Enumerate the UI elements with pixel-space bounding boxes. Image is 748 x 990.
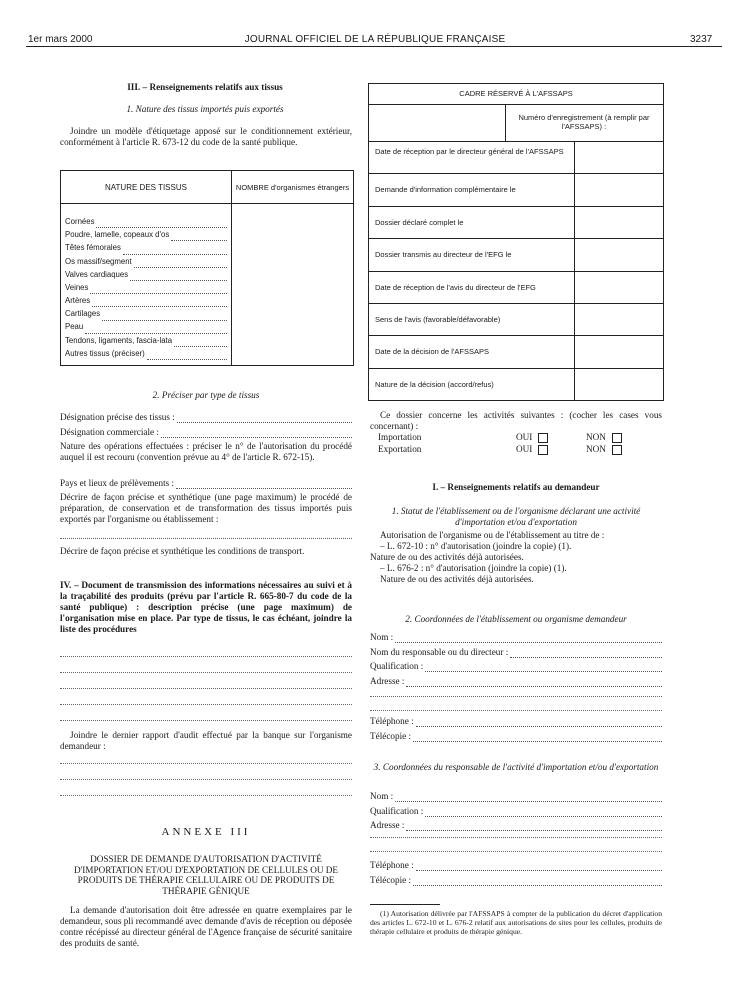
tissue-row <box>65 255 227 268</box>
tissue-row <box>65 294 227 307</box>
tissue-row-input[interactable] <box>174 336 227 347</box>
audit-line-1[interactable] <box>60 762 352 764</box>
coord-field <box>370 647 662 658</box>
tissue-row <box>65 268 227 281</box>
tissue-row-label: Cornées <box>65 216 95 226</box>
section4-line-2[interactable] <box>60 671 352 673</box>
tissue-row-input[interactable] <box>90 283 227 294</box>
section3-title: III. – Renseignements relatifs aux tissus <box>127 82 283 92</box>
tissue-row-label: Valves cardiaques <box>65 269 129 279</box>
tissue-row <box>65 228 227 241</box>
exportation-non-checkbox[interactable] <box>612 445 622 455</box>
tissue-row-input[interactable] <box>171 230 227 241</box>
audit-line-3[interactable] <box>60 794 352 796</box>
numero-divider <box>505 105 506 141</box>
afssaps-row <box>369 238 663 271</box>
coord3-field <box>370 820 662 831</box>
afssaps-row-label: Date de la décision de l'AFSSAPS <box>375 347 489 357</box>
statut-title: 1. Statut de l'établissement ou de l'organisme déclarant une activité d'importation et/ou d'exportation <box>391 506 641 527</box>
commerciale-input[interactable] <box>161 429 352 438</box>
tissue-row-label: Poudre, lamelle, copeaux d'os <box>65 230 170 240</box>
afssaps-row <box>369 303 663 336</box>
coord3-field-input[interactable] <box>406 822 662 831</box>
afssaps-row <box>369 173 663 206</box>
coord-field <box>370 676 662 687</box>
coord-field <box>370 661 662 672</box>
coord3-adresse-line-2[interactable] <box>370 836 662 838</box>
dossier-text: La demande d'autorisation doit être adressée en quatre exemplaires par le demandeur, sous pli recommandé avec demande d'avis de réception ou déposée contre récépissé au directeur général de l'Agence française de sécurité sanitaire des produits de santé. <box>60 905 352 948</box>
coord-field-input[interactable] <box>406 678 662 687</box>
afssaps-row <box>369 271 663 304</box>
coord3-telecopie: Télécopie : <box>370 875 662 886</box>
field-telephone: Téléphone : <box>370 716 662 727</box>
afssaps-row <box>369 206 663 239</box>
coord3-field <box>370 806 662 817</box>
coord3-telecopie-input[interactable] <box>413 877 662 886</box>
afssaps-row-label: Date de réception de l'avis du directeur de l'EFG <box>375 282 536 292</box>
importation-oui: OUI <box>516 432 548 443</box>
l676-text: – L. 676-2 : n° d'autorisation (joindre la copie) (1). <box>380 563 567 573</box>
section4-line-4[interactable] <box>60 703 352 705</box>
exportation-oui: OUI <box>516 444 548 455</box>
nature-ops: Nature des opérations effectuées : préciser le n° de l'autorisation du procédé auquel il est recouru (convention prévue au 4° de l'article R. 672-15). <box>60 441 352 462</box>
decrire1-line[interactable] <box>60 537 352 539</box>
coord-title: 2. Coordonnées de l'établissement ou organisme demandeur <box>405 614 627 624</box>
tissue-table-divider <box>231 203 232 365</box>
tissue-row-input[interactable] <box>134 257 227 268</box>
afssaps-row <box>369 335 663 368</box>
sub2-title: 2. Préciser par type de tissus <box>152 390 260 400</box>
section4-line-5[interactable] <box>60 719 352 721</box>
importation-non: NON <box>586 432 622 443</box>
telecopie-input[interactable] <box>413 733 662 742</box>
tissue-row-label: Autres tissus (préciser) <box>65 348 145 358</box>
field-pays: Pays et lieux de prélèvements : <box>60 478 352 489</box>
afssaps-row-value[interactable] <box>575 238 663 270</box>
afssaps-row <box>369 368 663 400</box>
coord-field-label: Adresse : <box>370 675 405 686</box>
importation-non-checkbox[interactable] <box>612 433 622 443</box>
afssaps-row <box>369 141 663 174</box>
telephone-input[interactable] <box>416 718 662 727</box>
section4: IV. – Document de transmission des informations nécessaires au suivi et à la traçabilité des produits (prévu par l'article R. 665-80-7 du code de la santé publique) : description précise (une page maximum) de l'organisation mise en place. Par type de tissus, le cas échéant, joindre la liste des procédures <box>60 580 352 634</box>
afssaps-row-label: Nature de la décision (accord/refus) <box>375 379 494 389</box>
tissue-row-label: Veines <box>65 282 89 292</box>
tissue-table <box>60 170 354 366</box>
tissue-row-input[interactable] <box>92 296 227 307</box>
header-page: 3237 <box>690 34 713 45</box>
pays-input[interactable] <box>176 480 352 489</box>
decrire1: Décrire de façon précise et synthétique (une page maximum) le procédé de préparation, de conservation et de transformation des tissus importés puis exportés par l'organisme ou établissement : <box>60 492 352 524</box>
header-rule <box>26 46 722 47</box>
coord3-adresse-line-3[interactable] <box>370 850 662 852</box>
coord-field <box>370 632 662 643</box>
numero-label: Numéro d'enregistrement (à remplir par l'AFSSAPS) : <box>518 113 650 131</box>
tissue-list <box>65 215 227 360</box>
tissue-row <box>65 347 227 360</box>
tissue-row-input[interactable] <box>96 217 227 228</box>
coord-field-input[interactable] <box>510 649 662 658</box>
section1-title: I. – Renseignements relatifs au demandeur <box>432 482 600 492</box>
audit-line-2[interactable] <box>60 778 352 780</box>
tissue-row <box>65 241 227 254</box>
sub1-text: Joindre un modèle d'étiquetage apposé sur le conditionnement extérieur, conformément à l'article R. 673-12 du code de la santé publique. <box>60 126 352 147</box>
adresse-line-3[interactable] <box>370 709 662 711</box>
afssaps-row-value[interactable] <box>575 206 663 238</box>
afssaps-row-label: Demande d'information complémentaire le <box>375 185 516 195</box>
coord3-telephone-input[interactable] <box>416 862 662 871</box>
importation-oui-checkbox[interactable] <box>538 433 548 443</box>
afssaps-row-value[interactable] <box>575 141 663 173</box>
tissue-row-label: Os massif/segment <box>65 256 132 266</box>
tissue-row <box>65 307 227 320</box>
dossier-title: DOSSIER DE DEMANDE D'AUTORISATION D'ACTIVITÉ D'IMPORTATION ET/OU D'EXPORTATION DE CELLULES OU DE PRODUITS DE THÉRAPIE CELLULAIRE OU DE PRODUITS DE THÉRAPIE GÉNIQUE <box>73 854 339 896</box>
field-designation: Désignation précise des tissus : <box>60 412 352 423</box>
afssaps-row-label: Date de réception par le directeur général de l'AFSSAPS <box>375 147 564 156</box>
tissue-row-label: Artères <box>65 296 91 306</box>
afssaps-box <box>368 83 664 401</box>
coord-field-input[interactable] <box>425 663 662 672</box>
designation-input[interactable] <box>177 414 352 423</box>
sub1-title: 1. Nature des tissus importés puis exportés <box>126 104 284 114</box>
tissue-row-label: Tendons, ligaments, fascia-lata <box>65 335 173 345</box>
coord-field-label: Nom du responsable ou du directeur : <box>370 646 509 657</box>
coord-field-label: Nom : <box>370 632 394 642</box>
afssaps-numero-row <box>369 105 663 142</box>
tissue-row <box>65 215 227 228</box>
header-date: 1er mars 2000 <box>28 34 93 45</box>
decrire2: Décrire de façon précise et synthétique les conditions de transport. <box>60 546 305 556</box>
coord3-field-label: Nom : <box>370 791 394 801</box>
concerne-text: Ce dossier concerne les activités suivantes : (cocher les cases vous concernant) : <box>370 410 662 431</box>
afssaps-row-value[interactable] <box>575 335 663 367</box>
tissue-row <box>65 321 227 334</box>
annexe-title: ANNEXE III <box>161 826 251 838</box>
header-journal: JOURNAL OFFICIEL DE LA RÉPUBLIQUE FRANÇAISE <box>244 34 506 45</box>
exportation-oui-checkbox[interactable] <box>538 445 548 455</box>
footnote: (1) Autorisation délivrée par l'AFSSAPS à compter de la publication du décret d'application des articles L. 672-10 et L. 676-2 relatif aux autorisations de sites pour les cellules, produits de thérapie cellulaire et produits de thérapie génique. <box>370 909 662 936</box>
section4-line-1[interactable] <box>60 655 352 657</box>
importation-label: Importation <box>378 432 422 442</box>
footnote-rule <box>370 904 440 905</box>
coord3-field-label: Adresse : <box>370 820 405 830</box>
afssaps-row-value[interactable] <box>575 303 663 335</box>
coord-field-input[interactable] <box>395 634 662 643</box>
tissue-row <box>65 281 227 294</box>
exportation-non: NON <box>586 444 622 455</box>
field-commerciale: Désignation commerciale : <box>60 427 352 438</box>
coord3-field-input[interactable] <box>425 808 662 817</box>
coord3-field-input[interactable] <box>395 793 662 802</box>
coord3-field-label: Qualification : <box>370 805 424 816</box>
adresse-line-2[interactable] <box>370 695 662 697</box>
afssaps-row-label: Dossier déclaré complet le <box>375 217 464 227</box>
exportation-label: Exportation <box>378 444 422 454</box>
tissue-row <box>65 334 227 347</box>
tissue-table-col2: NOMBRE d'organismes étrangers <box>232 171 353 204</box>
tissue-row-label: Peau <box>65 322 84 332</box>
statut-text: Autorisation de l'organisme ou de l'établissement au titre de : <box>380 530 605 540</box>
tissue-row-input[interactable] <box>147 349 227 360</box>
afssaps-box-title: CADRE RÉSERVÉ À L'AFSSAPS <box>369 84 663 105</box>
nature1-text: Nature de ou des activités déjà autorisées. <box>370 552 524 562</box>
coord3-field <box>370 791 662 802</box>
afssaps-row-label: Dossier transmis au directeur de l'EFG le <box>375 250 512 260</box>
afssaps-row-value[interactable] <box>575 173 663 205</box>
tissue-table-col1: NATURE DES TISSUS <box>61 171 232 204</box>
coord-field-label: Qualification : <box>370 661 424 671</box>
afssaps-row-value[interactable] <box>575 271 663 303</box>
tissue-row-label: Cartilages <box>65 309 101 319</box>
afssaps-row-value[interactable] <box>575 368 663 400</box>
l672-text: – L. 672-10 : n° d'autorisation (joindre la copie) (1). <box>380 541 572 551</box>
coord3-telephone: Téléphone : <box>370 860 662 871</box>
audit-text: Joindre le dernier rapport d'audit effectué par la banque sur l'organisme demandeur : <box>60 730 352 751</box>
tissue-row-input[interactable] <box>85 323 227 334</box>
tissue-row-input[interactable] <box>123 244 227 255</box>
afssaps-row-label: Sens de l'avis (favorable/défavorable) <box>375 315 501 324</box>
tissue-row-label: Têtes fémorales <box>65 243 121 253</box>
section4-line-3[interactable] <box>60 687 352 689</box>
tissue-row-input[interactable] <box>130 270 227 281</box>
coord3-title: 3. Coordonnées du responsable de l'activité d'importation et/ou d'exportation <box>373 762 659 772</box>
nature2-text: Nature de ou des activités déjà autorisées. <box>380 574 534 584</box>
tissue-row-input[interactable] <box>102 310 227 321</box>
field-telecopie: Télécopie : <box>370 731 662 742</box>
